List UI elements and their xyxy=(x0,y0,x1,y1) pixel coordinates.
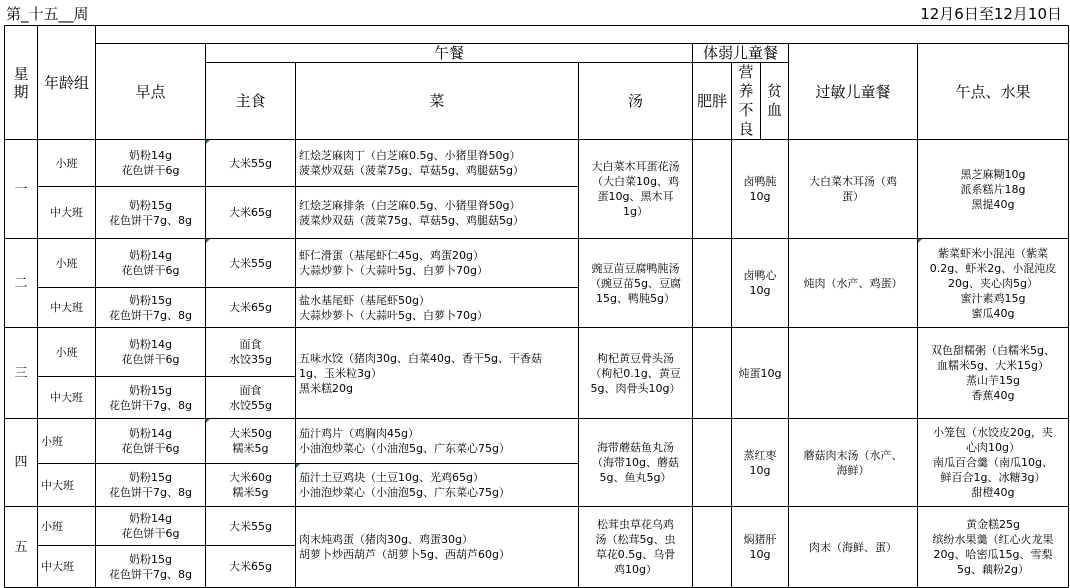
age-group-cell: 小班 xyxy=(55,256,78,270)
breakfast-cell: 奶粉14g 花色饼干6g xyxy=(121,338,180,366)
afternoon-cell: 黑芝麻糊10g 派系糕片18g 黑提40g xyxy=(960,167,1026,211)
staple-cell: 大米55g xyxy=(229,156,272,170)
afternoon-cell: 黄金糕25g 缤纷水果羹（红心火龙果 20g、哈密瓜15g、雪梨 5g、藕粉2g） xyxy=(932,518,1054,576)
allergy-meal-cell: 炖肉（水产、鸡蛋） xyxy=(803,276,903,290)
staple-header: 主食 xyxy=(235,92,266,110)
staple-cell: 面食 水饺35g xyxy=(229,338,272,366)
weekday-header: 星 期 xyxy=(13,64,29,101)
staple-cell: 大米50g 糯米5g xyxy=(229,427,272,455)
breakfast-cell: 奶粉14g 花色饼干6g xyxy=(121,249,180,277)
dish-cell: 肉末炖鸡蛋（猪肉30g、鸡蛋30g） 胡萝卜炒西葫芦（胡萝卜5g、西葫芦60g） xyxy=(299,533,510,561)
afternoon-cell: 紫菜虾米小混沌（紫菜 0.2g、虾米2g、小混沌皮 20g、夹心肉5g） 蜜汁素鸡15g 蜜瓜40g xyxy=(929,246,1057,320)
dish-cell: 五味水饺（猪肉30g、白菜40g、香干5g、干香菇 1g、玉米粒3g） 黑米糕20g xyxy=(299,351,542,395)
weekday-cell: 五 xyxy=(14,539,28,555)
dish-header: 菜 xyxy=(429,92,445,110)
staple-cell: 大米55g xyxy=(229,519,272,533)
lunch-header: 午餐 xyxy=(433,44,464,62)
week-label: 第_十五__周 xyxy=(6,5,89,23)
breakfast-cell: 奶粉15g 花色饼干7g、8g xyxy=(109,471,192,499)
weak-meal-cell: 卤鸭肫 10g xyxy=(743,175,777,203)
dish-cell: 茄汁鸡片（鸡胸肉45g） 小油泡炒菜心（小油泡5g、广东菜心75g） xyxy=(299,427,510,455)
weak-meal-cell: 炖蛋10g xyxy=(738,366,782,380)
dish-cell: 茄汁土豆鸡块（土豆10g、光鸡65g） 小油泡炒菜心（小油泡5g、广东菜心75g） xyxy=(299,471,510,499)
cell-indicator-mark xyxy=(206,239,210,243)
soup-cell: 大白菜木耳蛋花汤 （大白菜10g、鸡 蛋10g、黑木耳 1g） xyxy=(591,160,680,218)
weak-meal-cell: 蒸红枣 10g xyxy=(743,448,777,477)
dish-cell: 虾仁滑蛋（基尾虾仁45g、鸡蛋20g） 大蒜炒萝卜（大蒜叶5g、白萝卜70g） xyxy=(299,249,488,277)
age-group-cell: 小班 xyxy=(55,345,78,359)
allergy-meal-cell xyxy=(789,328,917,418)
weekday-cell: 三 xyxy=(14,365,28,381)
weak-children-meal-header: 体弱儿童餐 xyxy=(702,44,778,62)
breakfast-cell: 奶粉14g 花色饼干6g xyxy=(121,149,180,177)
age-group-cell: 小班 xyxy=(55,156,78,170)
age-group-cell: 小班 xyxy=(41,434,63,448)
afternoon-header: 午点、水果 xyxy=(955,82,1031,101)
breakfast-cell: 奶粉14g 花色饼干6g xyxy=(121,427,180,455)
allergy-meal-cell: 大白菜木耳汤（鸡 蛋） xyxy=(809,175,897,203)
staple-cell: 大米55g xyxy=(229,256,272,270)
malnutrition-header: 营 养 不 良 xyxy=(738,63,754,138)
weekday-cell: 一 xyxy=(14,181,28,197)
breakfast-cell: 奶粉14g 花色饼干6g xyxy=(121,512,180,540)
dish-cell: 红烩芝麻排条（白芝麻0.5g、小猪里脊50g） 菠菜炒双菇（菠菜75g、草菇5g、鸡腿菇5g） xyxy=(299,198,524,227)
weak-meal-cell: 卤鸭心 10g xyxy=(743,269,777,297)
weekday-cell: 四 xyxy=(14,455,28,470)
age-group-cell: 中大班 xyxy=(41,478,74,492)
breakfast-cell: 奶粉15g 花色饼干7g、8g xyxy=(109,293,192,322)
date-range: 12月6日至12月10日 xyxy=(920,5,1062,23)
staple-cell: 大米65g xyxy=(229,560,272,573)
weak-meal-cell: 焖猪肝 10g xyxy=(743,533,777,561)
staple-cell: 大米60g 糯米5g xyxy=(229,471,272,499)
dish-cell: 红烩芝麻肉丁（白芝麻0.5g、小猪里脊50g） 菠菜炒双菇（菠菜75g、草菇5g、鸡腿菇5g） xyxy=(299,149,524,177)
allergy-meal-header: 过敏儿童餐 xyxy=(815,82,891,101)
soup-header: 汤 xyxy=(627,92,643,110)
cell-indicator-mark xyxy=(296,464,300,468)
age-group-cell: 中大班 xyxy=(50,391,83,404)
allergy-meal-cell: 肉末（海鲜、蛋） xyxy=(809,540,897,554)
soup-cell: 松茸虫草花乌鸡 汤（松茸5g、虫 草花0.5g、乌骨 鸡10g） xyxy=(595,518,676,576)
soup-cell: 枸杞黄豆骨头汤 （枸杞0.1g、黄豆 5g、肉骨头10g） xyxy=(590,351,681,395)
age-group-cell: 中大班 xyxy=(50,206,83,219)
afternoon-cell: 小笼包（水饺皮20g，夹 心肉10g） 南瓜百合羹（南瓜10g、 鲜百合1g、冰糖3g） 甜橙40g xyxy=(933,426,1053,499)
age-group-cell: 小班 xyxy=(41,519,63,533)
staple-cell: 大米65g xyxy=(229,206,272,219)
breakfast-cell: 奶粉15g 花色饼干7g、8g xyxy=(109,198,192,227)
breakfast-cell: 奶粉15g 花色饼干7g、8g xyxy=(109,383,192,412)
soup-cell: 豌豆苗豆腐鸭肫汤 （豌豆苗5g、豆腐 15g、鸭肫5g） xyxy=(590,261,681,305)
soup-cell: 海带蘑菇鱼丸汤 （海带10g、蘑菇 5g、鱼丸5g） xyxy=(592,441,679,484)
cell-indicator-mark xyxy=(206,140,210,144)
staple-cell: 面食 水饺55g xyxy=(229,383,272,412)
allergy-meal-cell: 蘑菇肉末汤（水产、 海鲜） xyxy=(803,448,903,477)
afternoon-cell: 双色甜糯粥（白糯米5g、 血糯米5g、大米15g） 蒸山芋15g 香蕉40g xyxy=(931,344,1055,402)
dish-cell: 盐水基尾虾（基尾虾50g） 大蒜炒萝卜（大蒜叶5g、白萝卜70g） xyxy=(299,293,488,322)
age-group-cell: 中大班 xyxy=(41,560,74,573)
breakfast-header: 早点 xyxy=(135,82,166,101)
cell-indicator-mark xyxy=(918,239,922,243)
obese-header: 肥胖 xyxy=(696,92,727,110)
age-group-cell: 中大班 xyxy=(50,301,83,314)
anemia-header: 贫 血 xyxy=(766,82,782,119)
staple-cell: 大米65g xyxy=(229,301,272,314)
age-group-header: 年龄组 xyxy=(43,73,89,92)
cell-indicator-mark xyxy=(206,419,210,423)
breakfast-cell: 奶粉15g 花色饼干7g、8g xyxy=(109,552,192,581)
weekday-cell: 二 xyxy=(14,275,28,291)
